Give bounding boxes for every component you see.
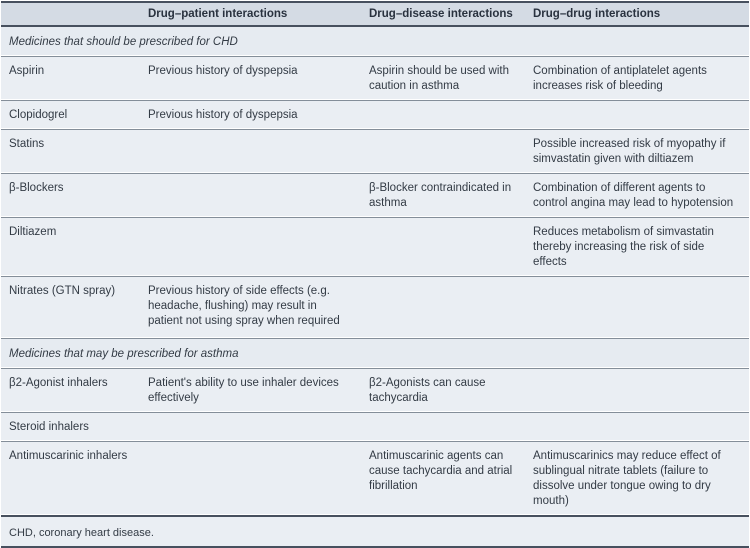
row-diltiazem — [1, 217, 749, 276]
row-antimuscarinic-inhalers — [1, 441, 749, 515]
section-label: Medicines that should be prescribed for CHD — [1, 27, 749, 56]
drug-patient-cell: Previous history of side effects (e.g. headache, flushing) may result in patient not using spray when required — [140, 276, 361, 338]
row-b2-agonist-inhalers — [1, 368, 749, 412]
drug-interactions-table — [1, 3, 749, 546]
row-clopidogrel — [1, 100, 749, 129]
drug-interactions-table-frame — [1, 1, 749, 548]
drug-name-cell: Statins — [1, 129, 140, 173]
row-nitrates — [1, 276, 749, 338]
drug-disease-cell: β2-Agonists can cause tachycardia — [361, 368, 525, 412]
drug-name-cell: Clopidogrel — [1, 100, 140, 129]
drug-patient-cell — [140, 217, 361, 276]
drug-name-cell: Steroid inhalers — [1, 412, 140, 441]
drug-drug-cell — [525, 100, 749, 129]
drug-drug-cell — [525, 368, 749, 412]
column-header-drug-disease: Drug–disease interactions — [361, 3, 525, 27]
footnote: CHD, coronary heart disease. — [1, 515, 749, 546]
column-header-empty — [1, 3, 140, 27]
drug-drug-cell: Combination of antiplatelet agents increases risk of bleeding — [525, 56, 749, 100]
header-row — [1, 3, 749, 27]
drug-patient-cell — [140, 129, 361, 173]
drug-patient-cell — [140, 412, 361, 441]
drug-name-cell: β2-Agonist inhalers — [1, 368, 140, 412]
section-row-asthma — [1, 338, 749, 368]
row-beta-blockers — [1, 173, 749, 217]
drug-drug-cell: Combination of different agents to control angina may lead to hypotension — [525, 173, 749, 217]
drug-name-cell: Aspirin — [1, 56, 140, 100]
drug-name-cell: Antimuscarinic inhalers — [1, 441, 140, 515]
drug-disease-cell — [361, 217, 525, 276]
drug-disease-cell — [361, 276, 525, 338]
row-aspirin — [1, 56, 749, 100]
drug-name-cell: β-Blockers — [1, 173, 140, 217]
drug-disease-cell — [361, 129, 525, 173]
drug-drug-cell: Reduces metabolism of simvastatin thereby increasing the risk of side effects — [525, 217, 749, 276]
drug-disease-cell: Aspirin should be used with caution in asthma — [361, 56, 525, 100]
section-row-chd — [1, 27, 749, 56]
drug-drug-cell: Antimuscarinics may reduce effect of sublingual nitrate tablets (failure to dissolve under tongue owing to dry mouth) — [525, 441, 749, 515]
drug-patient-cell — [140, 173, 361, 217]
drug-name-cell: Nitrates (GTN spray) — [1, 276, 140, 338]
column-header-drug-patient: Drug–patient interactions — [140, 3, 361, 27]
drug-patient-cell — [140, 441, 361, 515]
column-header-drug-drug: Drug–drug interactions — [525, 3, 749, 27]
row-statins — [1, 129, 749, 173]
row-steroid-inhalers — [1, 412, 749, 441]
drug-patient-cell: Previous history of dyspepsia — [140, 100, 361, 129]
drug-disease-cell — [361, 100, 525, 129]
drug-drug-cell: Possible increased risk of myopathy if simvastatin given with diltiazem — [525, 129, 749, 173]
drug-disease-cell: β-Blocker contraindicated in asthma — [361, 173, 525, 217]
drug-disease-cell: Antimuscarinic agents can cause tachycardia and atrial fibrillation — [361, 441, 525, 515]
drug-patient-cell: Previous history of dyspepsia — [140, 56, 361, 100]
drug-patient-cell: Patient's ability to use inhaler devices effectively — [140, 368, 361, 412]
drug-drug-cell — [525, 276, 749, 338]
drug-disease-cell — [361, 412, 525, 441]
drug-drug-cell — [525, 412, 749, 441]
drug-name-cell: Diltiazem — [1, 217, 140, 276]
footnote-row — [1, 515, 749, 546]
section-label: Medicines that may be prescribed for asthma — [1, 338, 749, 368]
